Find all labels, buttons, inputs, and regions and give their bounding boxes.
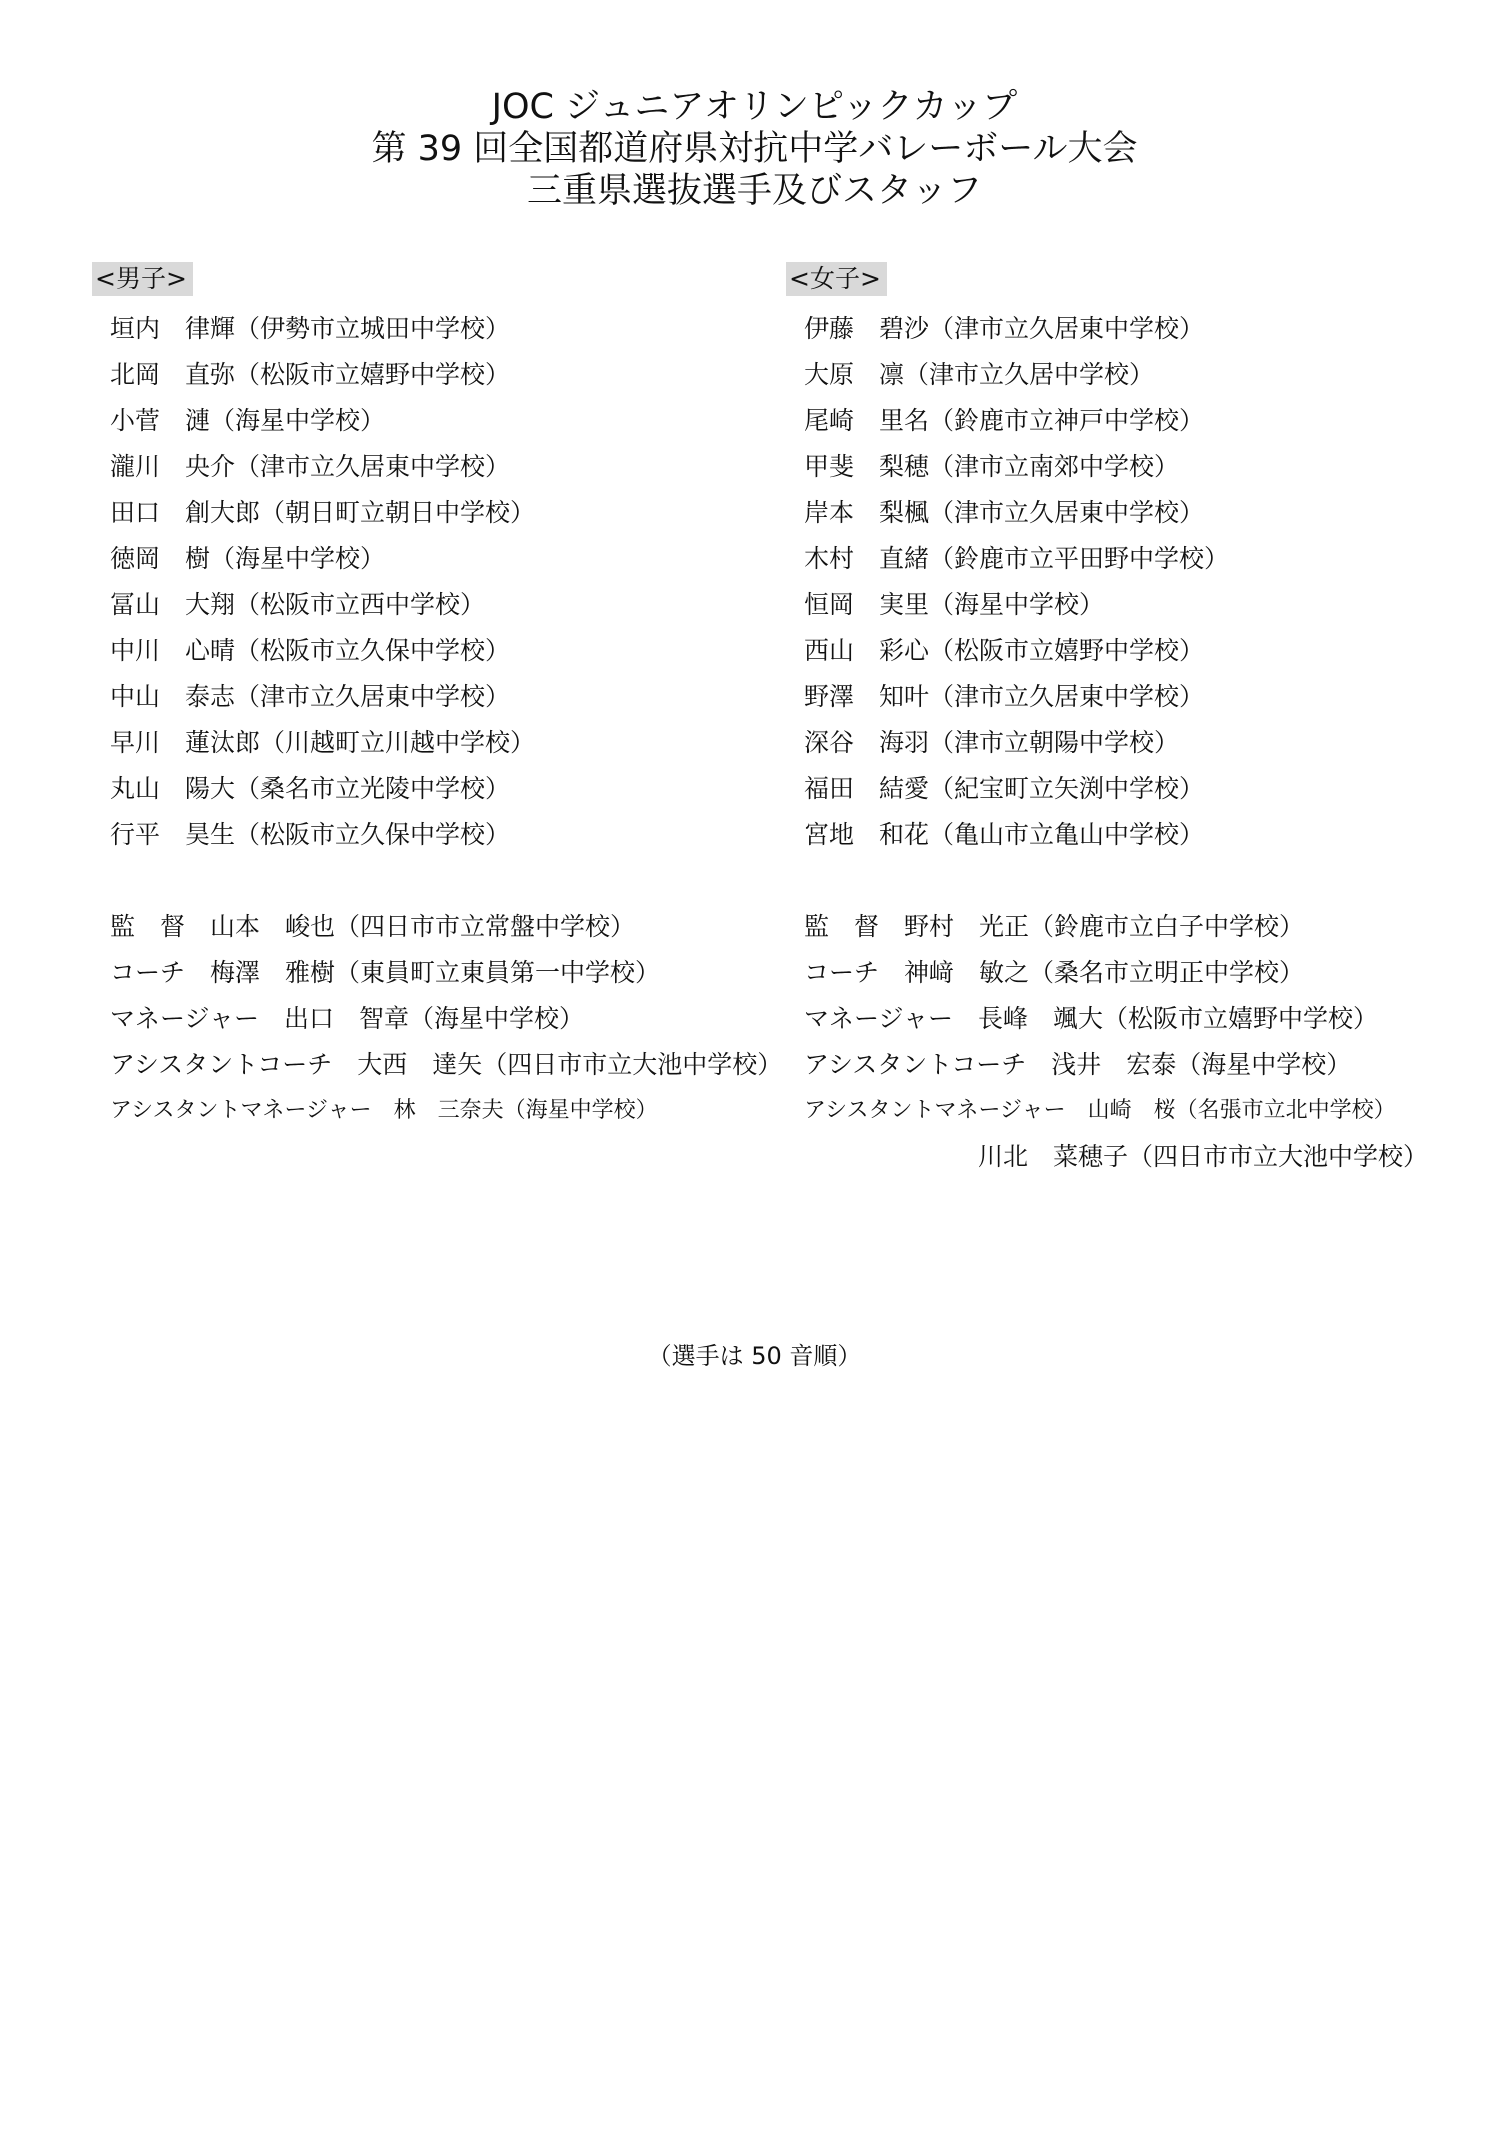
boys-staff-list [110, 904, 782, 1134]
girls-player: 野澤 知叶（津市立久居東中学校） [804, 682, 1205, 711]
girls-player: 福田 結愛（紀宝町立矢渕中学校） [804, 774, 1205, 803]
boys-staff-manager: マネージャー 出口 智章（海星中学校） [110, 1004, 585, 1033]
girls-player: 西山 彩心（松阪市立嬉野中学校） [804, 636, 1205, 665]
girls-player: 伊藤 碧沙（津市立久居東中学校） [804, 314, 1205, 343]
girls-player: 岸本 梨楓（津市立久居東中学校） [804, 498, 1205, 527]
girls-staff-assistant-manager: アシスタントマネージャー 山崎 桜（名張市立北中学校） [804, 1098, 1396, 1123]
boys-heading: <男子> [92, 262, 193, 296]
boys-player: 中山 泰志（津市立久居東中学校） [110, 682, 511, 711]
boys-player: 垣内 律輝（伊勢市立城田中学校） [110, 314, 511, 343]
boys-player-list [110, 306, 782, 1134]
girls-staff-assistant-manager-2: 川北 菜穂子（四日市市立大池中学校） [977, 1142, 1428, 1171]
girls-section [786, 262, 1428, 1180]
girls-heading: <女子> [786, 262, 887, 296]
boys-staff-assistant-manager: アシスタントマネージャー 林 三奈夫（海星中学校） [110, 1098, 658, 1123]
boys-player: 丸山 陽大（桑名市立光陵中学校） [110, 774, 511, 803]
boys-section [92, 262, 782, 1134]
footnote: （選手は 50 音順） [647, 1342, 862, 1370]
girls-player: 尾崎 里名（鈴鹿市立神戸中学校） [804, 406, 1205, 435]
boys-staff-coach: コーチ 梅澤 雅樹（東員町立東員第一中学校） [110, 958, 661, 987]
document-title [0, 86, 1509, 212]
title-line-3: 三重県選抜選手及びスタッフ [526, 171, 982, 211]
girls-staff-list [804, 904, 1428, 1180]
boys-player: 北岡 直弥（松阪市立嬉野中学校） [110, 360, 511, 389]
boys-staff-assistant-coach: アシスタントコーチ 大西 達矢（四日市市立大池中学校） [110, 1050, 783, 1079]
boys-player: 冨山 大翔（松阪市立西中学校） [110, 590, 486, 619]
girls-staff-coach: コーチ 神﨑 敏之（桑名市立明正中学校） [804, 958, 1305, 987]
boys-player: 中川 心晴（松阪市立久保中学校） [110, 636, 511, 665]
girls-player: 恒岡 実里（海星中学校） [804, 590, 1105, 619]
boys-player: 田口 創大郎（朝日町立朝日中学校） [110, 498, 536, 527]
girls-staff-director: 監 督 野村 光正（鈴鹿市立白子中学校） [804, 912, 1305, 941]
girls-player: 深谷 海羽（津市立朝陽中学校） [804, 728, 1180, 757]
boys-staff-director: 監 督 山本 峻也（四日市市立常盤中学校） [110, 912, 636, 941]
title-line-1: JOC ジュニアオリンピックカップ [491, 87, 1018, 127]
boys-player: 瀧川 央介（津市立久居東中学校） [110, 452, 511, 481]
girls-player: 大原 凛（津市立久居中学校） [804, 360, 1155, 389]
girls-player-list [804, 306, 1428, 1180]
girls-staff-assistant-coach: アシスタントコーチ 浅井 宏泰（海星中学校） [804, 1050, 1352, 1079]
title-line-2: 第 39 回全国都道府県対抗中学バレーボール大会 [371, 129, 1138, 169]
girls-player: 甲斐 梨穂（津市立南郊中学校） [804, 452, 1180, 481]
girls-player: 木村 直緒（鈴鹿市立平田野中学校） [804, 544, 1230, 573]
boys-player: 徳岡 樹（海星中学校） [110, 544, 386, 573]
boys-player: 行平 昊生（松阪市立久保中学校） [110, 820, 511, 849]
boys-player: 小菅 漣（海星中学校） [110, 406, 386, 435]
girls-player: 宮地 和花（亀山市立亀山中学校） [804, 820, 1205, 849]
girls-staff-manager: マネージャー 長峰 颯大（松阪市立嬉野中学校） [804, 1004, 1379, 1033]
boys-player: 早川 蓮汰郎（川越町立川越中学校） [110, 728, 536, 757]
